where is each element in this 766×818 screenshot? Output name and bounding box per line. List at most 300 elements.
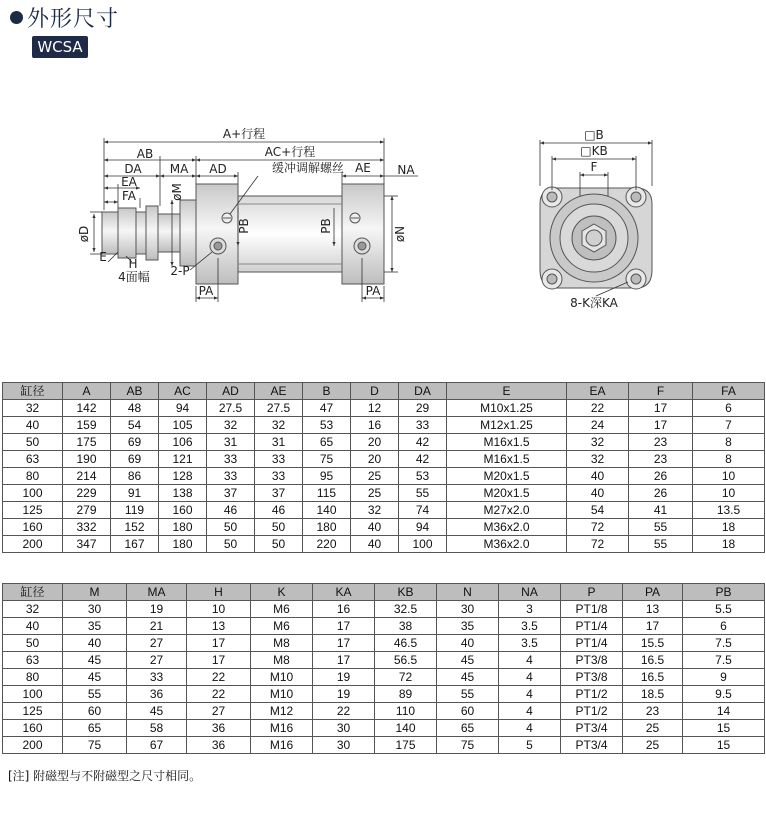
table-row xyxy=(3,703,765,720)
table-cell: 17 xyxy=(623,618,683,635)
table-cell: 6 xyxy=(693,400,765,417)
table-cell: 32 xyxy=(255,417,303,434)
table2-header: KB xyxy=(375,584,437,601)
table-cell: 13.5 xyxy=(693,502,765,519)
table-cell: 159 xyxy=(63,417,111,434)
label-da: DA xyxy=(124,162,142,176)
table-cell: 175 xyxy=(63,434,111,451)
table-cell: PT3/4 xyxy=(561,737,623,754)
table-cell: 20 xyxy=(351,451,399,468)
table2-header: P xyxy=(561,584,623,601)
label-b: □B xyxy=(584,128,604,142)
table-cell: 86 xyxy=(111,468,159,485)
table-cell: 6 xyxy=(683,618,765,635)
table-cell: 40 xyxy=(351,519,399,536)
table-cell: 55 xyxy=(629,519,693,536)
table-cell: 54 xyxy=(111,417,159,434)
table1-header: EA xyxy=(567,383,629,400)
table-cell: 36 xyxy=(187,737,251,754)
table-cell: 56.5 xyxy=(375,652,437,669)
table-cell: 3.5 xyxy=(499,618,561,635)
bore-cell: 125 xyxy=(3,703,63,720)
table-cell: 32 xyxy=(207,417,255,434)
label-e: E xyxy=(99,250,107,264)
table-cell: 33 xyxy=(207,468,255,485)
table-cell: 25 xyxy=(623,737,683,754)
table-cell: 106 xyxy=(159,434,207,451)
dimension-table-1 xyxy=(2,382,765,553)
table-cell: 13 xyxy=(187,618,251,635)
bore-cell: 50 xyxy=(3,434,63,451)
table-cell: 50 xyxy=(207,519,255,536)
table-cell: 27 xyxy=(127,635,187,652)
table-row xyxy=(3,720,765,737)
table-cell: 27.5 xyxy=(207,400,255,417)
table-cell: M27x2.0 xyxy=(447,502,567,519)
table-cell: 72 xyxy=(375,669,437,686)
section-title: 外形尺寸 xyxy=(27,7,120,32)
table-cell: 25 xyxy=(623,720,683,737)
label-fa: FA xyxy=(121,189,137,203)
table-cell: M20x1.5 xyxy=(447,468,567,485)
table-cell: 37 xyxy=(207,485,255,502)
table-row xyxy=(3,434,765,451)
table-cell: 4 xyxy=(499,720,561,737)
table1-header: D xyxy=(351,383,399,400)
table-cell: 65 xyxy=(437,720,499,737)
table-cell: 69 xyxy=(111,451,159,468)
table-cell: 3 xyxy=(499,601,561,618)
table-cell: 119 xyxy=(111,502,159,519)
bore-cell: 160 xyxy=(3,720,63,737)
cylinder-end-view xyxy=(540,187,652,289)
table-cell: 45 xyxy=(437,652,499,669)
footnote: [注] 附磁型与不附磁型之尺寸相同。 xyxy=(8,769,202,783)
table-cell: 17 xyxy=(313,618,375,635)
table1-header-row xyxy=(3,383,765,400)
table-row xyxy=(3,485,765,502)
table-cell: 4 xyxy=(499,652,561,669)
label-phi-d: øD xyxy=(77,225,91,243)
table-cell: 35 xyxy=(437,618,499,635)
table2-header: MA xyxy=(127,584,187,601)
table-cell: 17 xyxy=(629,417,693,434)
table-cell: 30 xyxy=(63,601,127,618)
table-row xyxy=(3,468,765,485)
table-cell: 32.5 xyxy=(375,601,437,618)
table-cell: M16x1.5 xyxy=(447,451,567,468)
table-cell: 19 xyxy=(127,601,187,618)
table-cell: 15 xyxy=(683,737,765,754)
table-cell: M16 xyxy=(251,737,313,754)
dimension-table-2 xyxy=(2,583,765,754)
table-cell: 23 xyxy=(623,703,683,720)
table-cell: 27.5 xyxy=(255,400,303,417)
table-cell: 29 xyxy=(399,400,447,417)
table2-header-row xyxy=(3,584,765,601)
table-row xyxy=(3,686,765,703)
table-row xyxy=(3,502,765,519)
table-cell: 24 xyxy=(567,417,629,434)
table1-header: DA xyxy=(399,383,447,400)
table-cell: 69 xyxy=(111,434,159,451)
bore-cell: 50 xyxy=(3,635,63,652)
label-ma: MA xyxy=(169,162,189,176)
table-cell: 9.5 xyxy=(683,686,765,703)
bore-cell: 100 xyxy=(3,485,63,502)
table-cell: 32 xyxy=(567,434,629,451)
label-ea: EA xyxy=(121,175,137,189)
table-cell: 58 xyxy=(127,720,187,737)
table-cell: 22 xyxy=(313,703,375,720)
table-cell: 347 xyxy=(63,536,111,553)
table-cell: 16.5 xyxy=(623,669,683,686)
table-cell: 105 xyxy=(159,417,207,434)
label-ac-stroke: AC+行程 xyxy=(264,145,316,159)
table-cell: 22 xyxy=(567,400,629,417)
table-cell: PT1/4 xyxy=(561,635,623,652)
table-cell: 47 xyxy=(303,400,351,417)
table-cell: 25 xyxy=(351,468,399,485)
table-cell: 17 xyxy=(313,652,375,669)
table-cell: 121 xyxy=(159,451,207,468)
table-cell: 23 xyxy=(629,434,693,451)
table-cell: 31 xyxy=(207,434,255,451)
table-cell: 7.5 xyxy=(683,635,765,652)
label-na: NA xyxy=(397,163,415,177)
table-cell: 19 xyxy=(313,669,375,686)
table2-header: PA xyxy=(623,584,683,601)
table-cell: 220 xyxy=(303,536,351,553)
table-cell: 7 xyxy=(693,417,765,434)
table-cell: 50 xyxy=(255,519,303,536)
table1-header: AC xyxy=(159,383,207,400)
table-cell: 17 xyxy=(629,400,693,417)
table-cell: M20x1.5 xyxy=(447,485,567,502)
table-cell: 180 xyxy=(303,519,351,536)
table-cell: 142 xyxy=(63,400,111,417)
table2-header: 缸径 xyxy=(3,584,63,601)
bore-cell: 32 xyxy=(3,400,63,417)
table-cell: M8 xyxy=(251,652,313,669)
table-cell: 67 xyxy=(127,737,187,754)
table-cell: 5.5 xyxy=(683,601,765,618)
table-cell: M10x1.25 xyxy=(447,400,567,417)
table-cell: 37 xyxy=(255,485,303,502)
table-cell: 180 xyxy=(159,536,207,553)
table-cell: 25 xyxy=(351,485,399,502)
table-cell: 26 xyxy=(629,468,693,485)
table-cell: 89 xyxy=(375,686,437,703)
table-cell: M36x2.0 xyxy=(447,519,567,536)
table-cell: 33 xyxy=(207,451,255,468)
table-cell: PT1/2 xyxy=(561,703,623,720)
table-cell: 5 xyxy=(499,737,561,754)
table-cell: 15.5 xyxy=(623,635,683,652)
table1-header: E xyxy=(447,383,567,400)
table-cell: 38 xyxy=(375,618,437,635)
table-cell: 160 xyxy=(159,502,207,519)
table-cell: 50 xyxy=(207,536,255,553)
table-cell: PT1/8 xyxy=(561,601,623,618)
table-cell: 32 xyxy=(567,451,629,468)
table-cell: 60 xyxy=(437,703,499,720)
table-row xyxy=(3,417,765,434)
table-row xyxy=(3,652,765,669)
bore-cell: 63 xyxy=(3,451,63,468)
table-cell: 36 xyxy=(187,720,251,737)
table-cell: 75 xyxy=(303,451,351,468)
label-pb-right: PB xyxy=(319,218,333,234)
table-cell: 10 xyxy=(693,468,765,485)
table-cell: 16 xyxy=(351,417,399,434)
bore-cell: 100 xyxy=(3,686,63,703)
table-cell: PT3/4 xyxy=(561,720,623,737)
table-cell: 32 xyxy=(351,502,399,519)
table1-header: AE xyxy=(255,383,303,400)
table-cell: M16 xyxy=(251,720,313,737)
table-cell: 27 xyxy=(187,703,251,720)
table1-header: A xyxy=(63,383,111,400)
table2-header: KA xyxy=(313,584,375,601)
table-cell: 45 xyxy=(437,669,499,686)
table-cell: 27 xyxy=(127,652,187,669)
table-row xyxy=(3,601,765,618)
table-cell: M10 xyxy=(251,669,313,686)
label-a-stroke: A+行程 xyxy=(222,127,266,141)
table-cell: 55 xyxy=(629,536,693,553)
table-cell: 75 xyxy=(437,737,499,754)
table-cell: 46.5 xyxy=(375,635,437,652)
table-cell: 115 xyxy=(303,485,351,502)
bore-cell: 80 xyxy=(3,669,63,686)
table-cell: 10 xyxy=(693,485,765,502)
table-cell: 3.5 xyxy=(499,635,561,652)
table-cell: 53 xyxy=(399,468,447,485)
table-cell: 167 xyxy=(111,536,159,553)
table-cell: 180 xyxy=(159,519,207,536)
table-cell: M36x2.0 xyxy=(447,536,567,553)
label-phi-m: øM xyxy=(170,183,184,201)
table-cell: 75 xyxy=(63,737,127,754)
table-cell: 45 xyxy=(127,703,187,720)
table-cell: 26 xyxy=(629,485,693,502)
label-pb-left: PB xyxy=(237,218,251,234)
table-cell: 140 xyxy=(375,720,437,737)
table-row xyxy=(3,669,765,686)
table-cell: 128 xyxy=(159,468,207,485)
table-cell: 40 xyxy=(437,635,499,652)
table-cell: 16 xyxy=(313,601,375,618)
table-cell: 22 xyxy=(187,686,251,703)
table2-header: K xyxy=(251,584,313,601)
table-cell: 33 xyxy=(255,468,303,485)
table-cell: 4 xyxy=(499,703,561,720)
table-cell: 33 xyxy=(255,451,303,468)
table-cell: 46 xyxy=(255,502,303,519)
table-cell: 40 xyxy=(351,536,399,553)
table-cell: PT3/8 xyxy=(561,652,623,669)
table-cell: 18 xyxy=(693,536,765,553)
table-cell: 30 xyxy=(437,601,499,618)
table-cell: 16.5 xyxy=(623,652,683,669)
table-cell: 18.5 xyxy=(623,686,683,703)
table-cell: 8 xyxy=(693,451,765,468)
table-cell: 40 xyxy=(567,485,629,502)
label-pa-right: PA xyxy=(365,284,381,298)
table-cell: 72 xyxy=(567,519,629,536)
bore-cell: 80 xyxy=(3,468,63,485)
table-cell: M6 xyxy=(251,618,313,635)
table-cell: 110 xyxy=(375,703,437,720)
table-cell: 4 xyxy=(499,669,561,686)
bore-cell: 125 xyxy=(3,502,63,519)
table1-header: FA xyxy=(693,383,765,400)
bore-cell: 40 xyxy=(3,618,63,635)
table-row xyxy=(3,536,765,553)
table2-header: H xyxy=(187,584,251,601)
table-cell: 94 xyxy=(399,519,447,536)
table-cell: 12 xyxy=(351,400,399,417)
table-cell: 100 xyxy=(399,536,447,553)
table-cell: 95 xyxy=(303,468,351,485)
table-cell: 42 xyxy=(399,434,447,451)
table-cell: 36 xyxy=(127,686,187,703)
table-cell: M12 xyxy=(251,703,313,720)
table-cell: M12x1.25 xyxy=(447,417,567,434)
label-phi-n: øN xyxy=(393,225,407,243)
table-cell: 175 xyxy=(375,737,437,754)
table2-header: PB xyxy=(683,584,765,601)
table-cell: 45 xyxy=(63,652,127,669)
label-ab: AB xyxy=(136,147,154,161)
label-ae: AE xyxy=(355,161,371,175)
table-cell: M8 xyxy=(251,635,313,652)
table-cell: 21 xyxy=(127,618,187,635)
table-row xyxy=(3,737,765,754)
table-row xyxy=(3,451,765,468)
table-cell: 33 xyxy=(127,669,187,686)
table-cell: 54 xyxy=(567,502,629,519)
table-cell: 152 xyxy=(111,519,159,536)
table-row xyxy=(3,618,765,635)
table-cell: 8 xyxy=(693,434,765,451)
table-cell: PT1/2 xyxy=(561,686,623,703)
table-cell: PT3/8 xyxy=(561,669,623,686)
table-cell: 60 xyxy=(63,703,127,720)
table-cell: 138 xyxy=(159,485,207,502)
table-cell: 74 xyxy=(399,502,447,519)
label-f: F xyxy=(590,160,598,174)
table-cell: 48 xyxy=(111,400,159,417)
table-cell: 279 xyxy=(63,502,111,519)
table-cell: 20 xyxy=(351,434,399,451)
label-k-depth: 8-K深KA xyxy=(570,296,618,310)
table-cell: 55 xyxy=(437,686,499,703)
table-cell: 7.5 xyxy=(683,652,765,669)
table-cell: 18 xyxy=(693,519,765,536)
label-cushion: 缓冲调解螺丝 xyxy=(271,161,345,175)
table1-header: F xyxy=(629,383,693,400)
table-cell: 13 xyxy=(623,601,683,618)
table-cell: 17 xyxy=(187,652,251,669)
table-cell: 94 xyxy=(159,400,207,417)
table-row xyxy=(3,400,765,417)
label-kb: □KB xyxy=(580,144,608,158)
table-cell: 72 xyxy=(567,536,629,553)
table-row xyxy=(3,519,765,536)
label-four-flats: 4面幅 xyxy=(118,270,150,284)
bore-cell: 200 xyxy=(3,737,63,754)
table1-header: AD xyxy=(207,383,255,400)
table-cell: 17 xyxy=(313,635,375,652)
table-cell: 19 xyxy=(313,686,375,703)
table-row xyxy=(3,635,765,652)
table2-header: M xyxy=(63,584,127,601)
label-ad: AD xyxy=(209,162,227,176)
label-pa-left: PA xyxy=(198,284,214,298)
table-cell: 229 xyxy=(63,485,111,502)
table-cell: M6 xyxy=(251,601,313,618)
table1-header: 缸径 xyxy=(3,383,63,400)
table-cell: M10 xyxy=(251,686,313,703)
bore-cell: 40 xyxy=(3,417,63,434)
table1-header: AB xyxy=(111,383,159,400)
table-cell: 15 xyxy=(683,720,765,737)
table-cell: 53 xyxy=(303,417,351,434)
table-cell: 9 xyxy=(683,669,765,686)
table-cell: 17 xyxy=(187,635,251,652)
table-cell: 91 xyxy=(111,485,159,502)
table-cell: 35 xyxy=(63,618,127,635)
bore-cell: 63 xyxy=(3,652,63,669)
bore-cell: 200 xyxy=(3,536,63,553)
table-cell: 31 xyxy=(255,434,303,451)
table-cell: 10 xyxy=(187,601,251,618)
table-cell: 214 xyxy=(63,468,111,485)
label-h: H xyxy=(128,257,138,271)
table1-header: B xyxy=(303,383,351,400)
table-cell: 4 xyxy=(499,686,561,703)
table-cell: 65 xyxy=(303,434,351,451)
table-cell: 190 xyxy=(63,451,111,468)
table-cell: 46 xyxy=(207,502,255,519)
table-cell: 22 xyxy=(187,669,251,686)
table-cell: 55 xyxy=(63,686,127,703)
table-cell: 45 xyxy=(63,669,127,686)
technical-drawing xyxy=(0,0,766,330)
table-cell: 65 xyxy=(63,720,127,737)
table-cell: 332 xyxy=(63,519,111,536)
table-cell: PT1/4 xyxy=(561,618,623,635)
table-cell: 14 xyxy=(683,703,765,720)
table-cell: 42 xyxy=(399,451,447,468)
table-cell: 40 xyxy=(63,635,127,652)
table-cell: 50 xyxy=(255,536,303,553)
table2-header: N xyxy=(437,584,499,601)
table-cell: 55 xyxy=(399,485,447,502)
label-two-p: 2-P xyxy=(170,264,190,278)
table-cell: 41 xyxy=(629,502,693,519)
table-cell: 140 xyxy=(303,502,351,519)
table-cell: 40 xyxy=(567,468,629,485)
table-cell: 30 xyxy=(313,737,375,754)
model-badge: WCSA xyxy=(32,36,88,58)
bore-cell: 160 xyxy=(3,519,63,536)
table-cell: M16x1.5 xyxy=(447,434,567,451)
table-cell: 30 xyxy=(313,720,375,737)
table-cell: 23 xyxy=(629,451,693,468)
